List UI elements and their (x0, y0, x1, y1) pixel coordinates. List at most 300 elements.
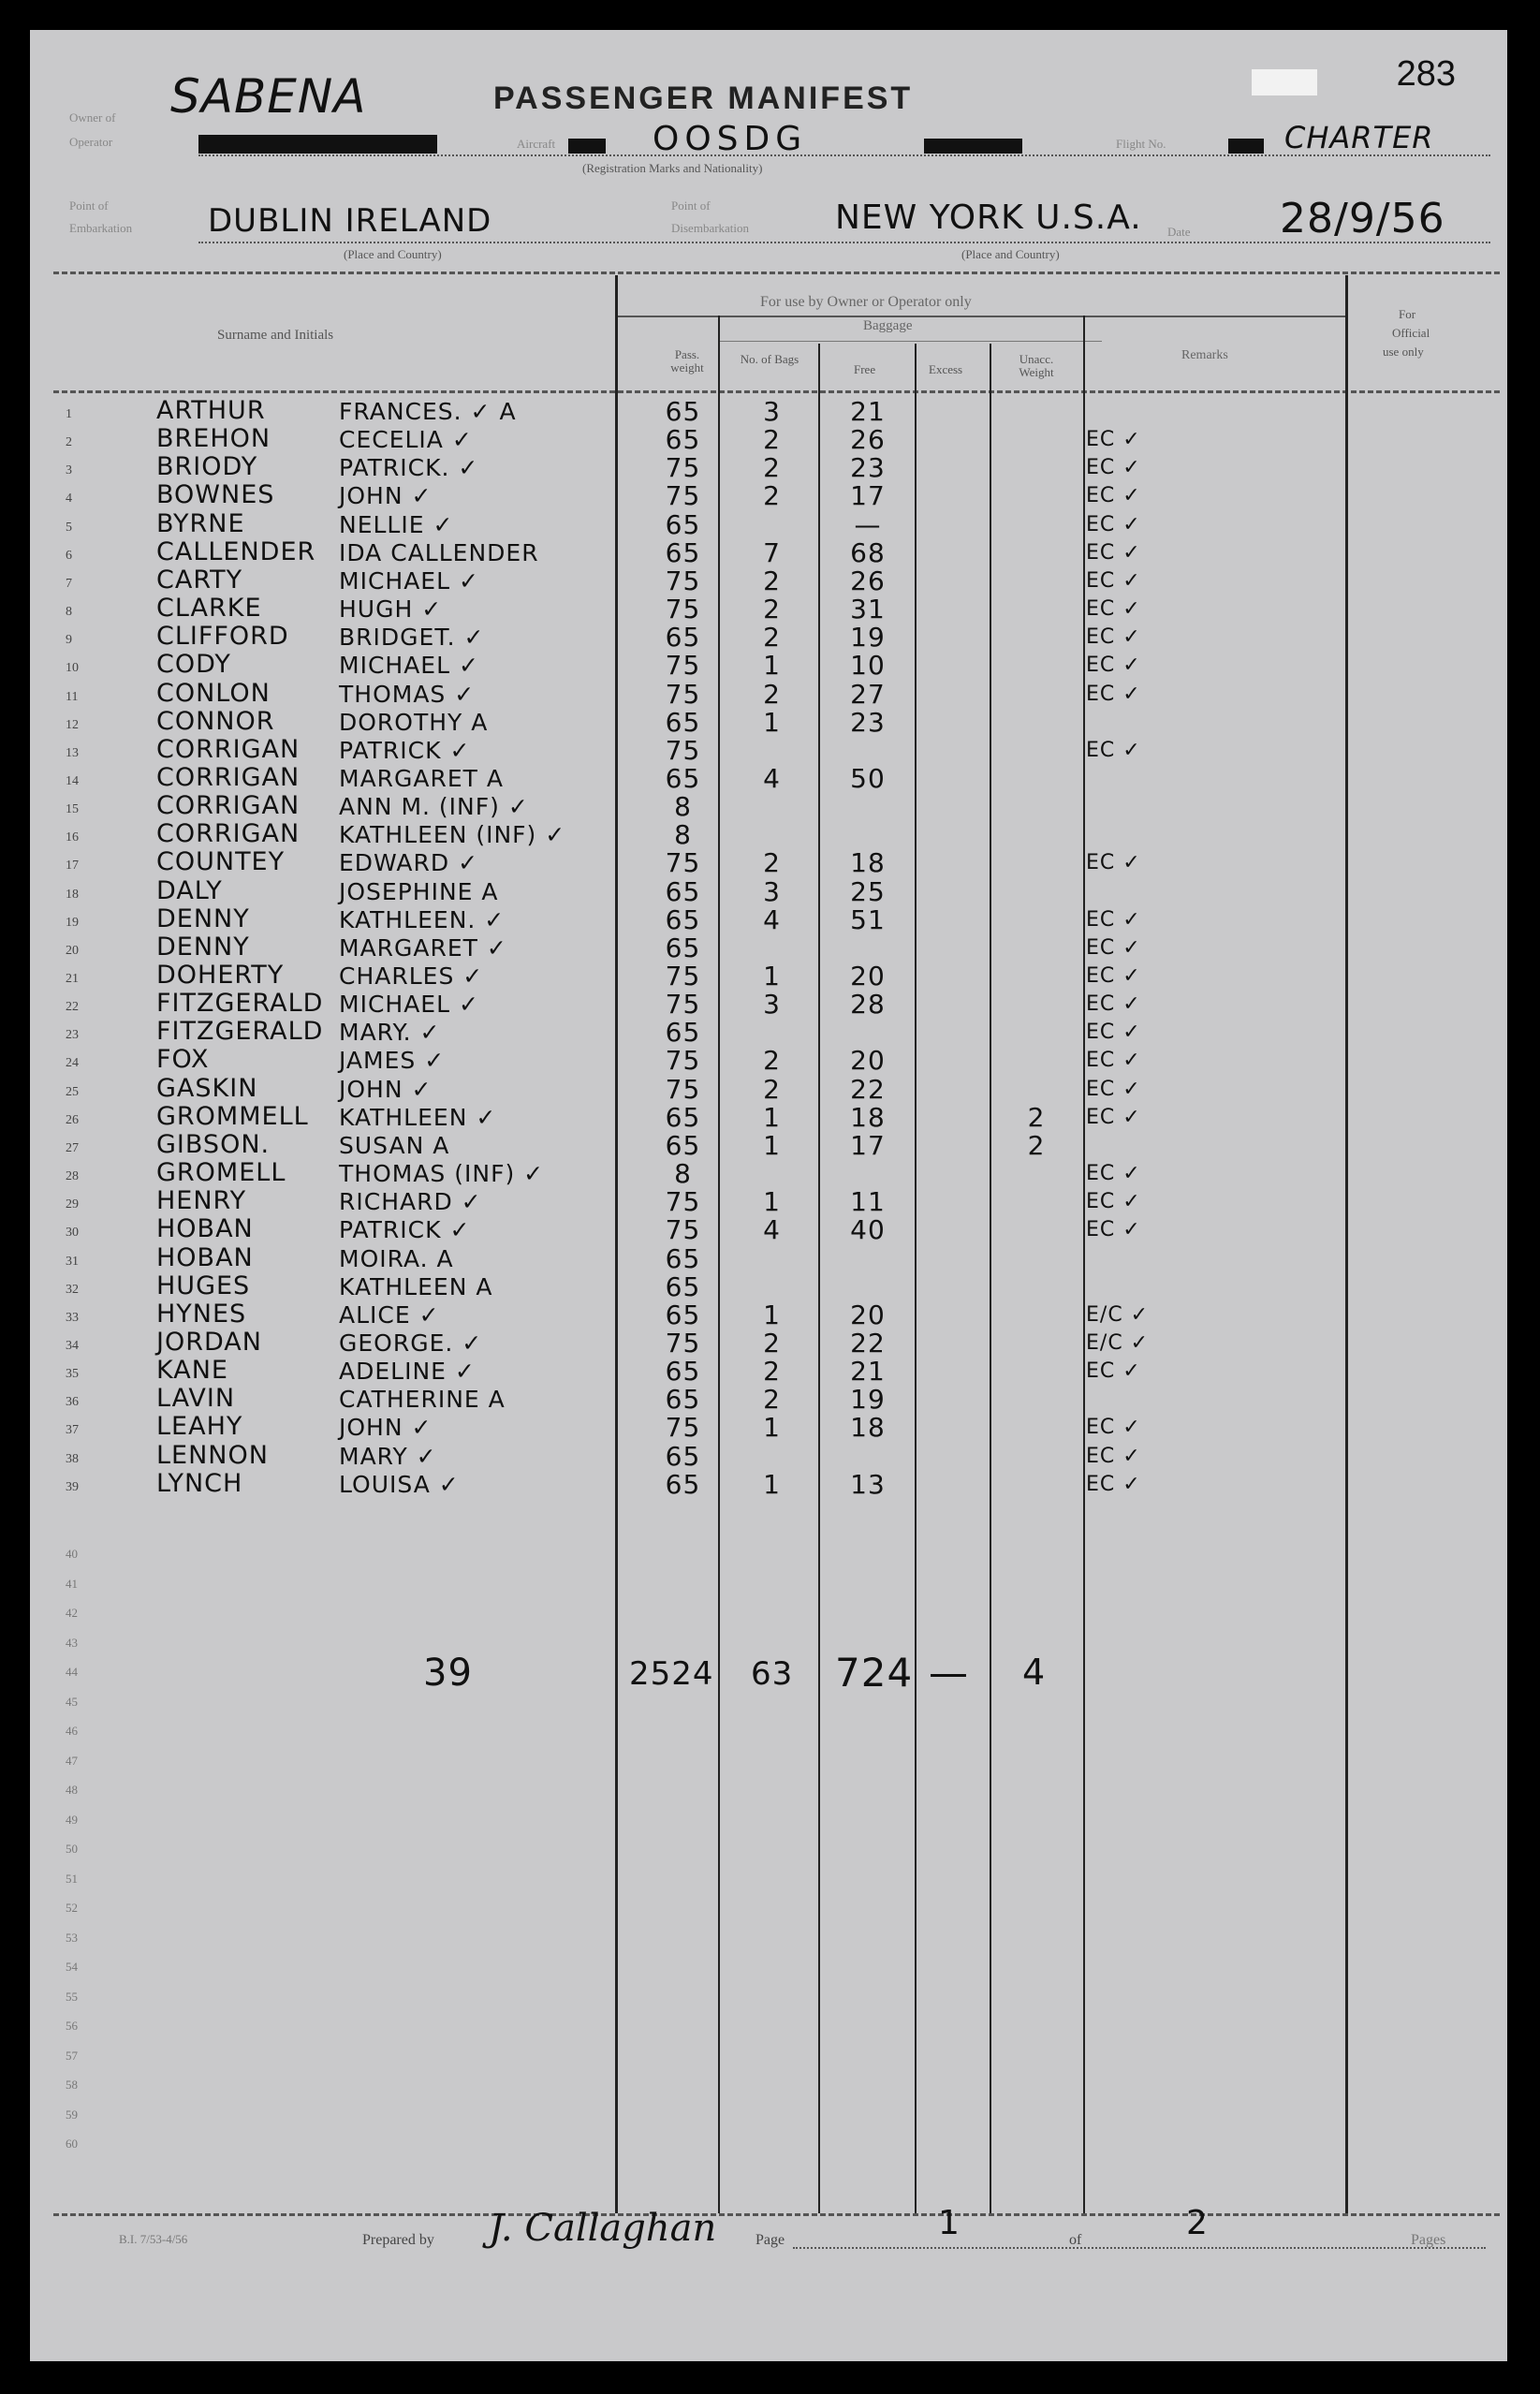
embark-label-2: Embarkation (69, 221, 133, 235)
row-number: 17 (66, 859, 79, 874)
passenger-surname: CONNOR (156, 706, 275, 736)
flight-value: CHARTER (1284, 120, 1434, 155)
passenger-initials: KATHLEEN (INF) ✓ (339, 821, 566, 849)
row-number: 43 (66, 1635, 78, 1650)
page-label: Page (755, 2232, 785, 2248)
embark-dotline (198, 242, 1490, 243)
owner-label: Owner of (69, 110, 116, 125)
free-header: Free (854, 362, 876, 376)
passenger-weight: 65 (665, 706, 701, 738)
passenger-initials: DOROTHY A (339, 708, 489, 736)
remarks-cell: EC ✓ (1086, 512, 1141, 536)
passenger-weight: 75 (665, 847, 701, 879)
passenger-weight: 75 (665, 1412, 701, 1444)
passenger-weight: 65 (665, 1440, 701, 1472)
passenger-surname: CLIFFORD (156, 622, 289, 652)
passenger-weight: 75 (665, 1045, 701, 1077)
passenger-surname: CALLENDER (156, 536, 316, 566)
passenger-initials: LOUISA ✓ (339, 1470, 460, 1498)
remarks-header: Remarks (1181, 348, 1228, 362)
passenger-initials: JOHN ✓ (339, 1414, 433, 1442)
passenger-weight: 65 (665, 762, 701, 794)
remarks-cell: EC ✓ (1086, 992, 1141, 1017)
free-baggage: — (854, 508, 882, 540)
row-number: 11 (66, 689, 79, 704)
row-number: 29 (66, 1197, 79, 1212)
passenger-weight: 65 (665, 875, 701, 907)
remarks-cell: EC ✓ (1086, 1472, 1141, 1496)
bag-count: 1 (763, 1101, 781, 1133)
aircraft-dotline (198, 154, 1490, 156)
passenger-surname: CORRIGAN (156, 791, 301, 821)
bag-count: 3 (763, 989, 781, 1021)
passenger-surname: HUGES (156, 1270, 251, 1300)
passenger-initials: CHARLES ✓ (339, 962, 484, 990)
passenger-initials: PATRICK ✓ (339, 736, 471, 764)
manifest-sheet (30, 30, 1507, 2361)
unaccompanied-weight: 2 (1027, 1101, 1046, 1133)
row-number: 52 (66, 1901, 78, 1915)
free-baggage: 17 (850, 1129, 886, 1161)
free-baggage: 23 (850, 706, 886, 738)
row-number: 1 (66, 407, 72, 421)
passenger-initials: EDWARD ✓ (339, 849, 479, 877)
pass-weight-header: Pass. weight (670, 347, 704, 375)
free-baggage: 51 (850, 903, 886, 935)
passenger-weight: 65 (665, 903, 701, 935)
passenger-weight: 65 (665, 396, 701, 427)
row-number: 27 (66, 1140, 79, 1155)
official-header-2: Official (1392, 326, 1430, 340)
row-number: 49 (66, 1812, 78, 1827)
bag-count: 1 (763, 650, 781, 682)
remarks-cell: EC ✓ (1086, 851, 1141, 875)
remarks-cell: EC ✓ (1086, 1021, 1141, 1045)
prepared-label: Prepared by (362, 2232, 434, 2248)
passenger-surname: HENRY (156, 1186, 247, 1216)
row-number: 37 (66, 1423, 79, 1438)
bag-count: 4 (763, 1214, 781, 1246)
remarks-cell: EC ✓ (1086, 1190, 1141, 1214)
of-label: of (1069, 2232, 1082, 2248)
row-number: 34 (66, 1338, 79, 1353)
row-number: 47 (66, 1753, 78, 1768)
passenger-surname: CONLON (156, 678, 271, 708)
passenger-weight: 75 (665, 1186, 701, 1218)
remarks-cell: EC ✓ (1086, 738, 1141, 762)
signature: J. Callaghan (489, 2207, 717, 2250)
passenger-weight: 75 (665, 594, 701, 625)
baggage-rule (718, 341, 1102, 342)
passenger-surname: LENNON (156, 1440, 269, 1470)
remarks-cell: EC ✓ (1086, 597, 1141, 622)
bag-count: 1 (763, 961, 781, 991)
free-baggage: 17 (850, 480, 886, 512)
row-number: 25 (66, 1084, 79, 1099)
free-baggage: 18 (850, 1412, 886, 1444)
remarks-cell: EC ✓ (1086, 1105, 1141, 1129)
total-unacc: 4 (1022, 1652, 1047, 1693)
row-number: 42 (66, 1606, 78, 1620)
row-number: 59 (66, 2107, 78, 2122)
passenger-initials: BRIDGET. ✓ (339, 624, 485, 652)
free-baggage: 21 (850, 396, 886, 427)
passenger-weight: 75 (665, 650, 701, 682)
remarks-cell: EC ✓ (1086, 1359, 1141, 1384)
remarks-cell: E/C ✓ (1086, 1330, 1150, 1355)
passenger-surname: COUNTEY (156, 847, 286, 877)
passenger-surname: BREHON (156, 424, 271, 454)
passenger-surname: DENNY (156, 932, 250, 962)
passenger-initials: MICHAEL ✓ (339, 652, 479, 680)
passenger-weight: 75 (665, 961, 701, 991)
row-number: 51 (66, 1871, 78, 1886)
disembark-value: NEW YORK U.S.A. (835, 198, 1142, 237)
row-number: 10 (66, 661, 79, 676)
remarks-cell: EC ✓ (1086, 1416, 1141, 1440)
passenger-weight: 75 (665, 452, 701, 484)
free-baggage: 21 (850, 1356, 886, 1388)
row-number: 21 (66, 972, 79, 986)
registration-caption: (Registration Marks and Nationality) (582, 161, 763, 175)
free-baggage: 11 (850, 1186, 886, 1218)
passenger-surname: FITZGERALD (156, 989, 324, 1019)
aircraft-label: Aircraft (517, 137, 556, 151)
bag-count: 2 (763, 622, 781, 654)
passenger-weight: 75 (665, 1327, 701, 1359)
passenger-surname: LEAHY (156, 1412, 243, 1442)
bag-count: 2 (763, 1045, 781, 1077)
free-baggage: 68 (850, 536, 886, 568)
row-number: 44 (66, 1665, 78, 1679)
of-value: 2 (1186, 2204, 1209, 2242)
passenger-weight: 65 (665, 424, 701, 456)
passenger-initials: CATHERINE A (339, 1386, 506, 1414)
bag-count: 2 (763, 1384, 781, 1416)
row-number: 38 (66, 1451, 79, 1466)
passenger-weight: 65 (665, 1017, 701, 1049)
bag-count: 1 (763, 706, 781, 738)
free-baggage: 25 (850, 875, 886, 907)
embark-label-1: Point of (69, 198, 109, 213)
free-baggage: 31 (850, 594, 886, 625)
bag-count: 1 (763, 1299, 781, 1330)
passenger-weight: 65 (665, 1384, 701, 1416)
passenger-initials: MARGARET ✓ (339, 933, 507, 962)
row-number: 30 (66, 1226, 79, 1241)
row-number: 16 (66, 830, 79, 845)
bag-count: 4 (763, 903, 781, 935)
passenger-weight: 65 (665, 1270, 701, 1302)
redaction-mark (1252, 69, 1317, 95)
passenger-surname: LAVIN (156, 1384, 236, 1414)
bag-count: 2 (763, 452, 781, 484)
passenger-surname: BYRNE (156, 508, 245, 538)
row-number: 7 (66, 576, 72, 591)
row-number: 4 (66, 492, 72, 507)
passenger-surname: CODY (156, 650, 231, 680)
passenger-weight: 65 (665, 1299, 701, 1330)
passenger-surname: FOX (156, 1045, 210, 1075)
passenger-initials: KATHLEEN A (339, 1272, 493, 1300)
redaction-operator (198, 135, 437, 154)
free-baggage: 19 (850, 622, 886, 654)
passenger-surname: KANE (156, 1356, 228, 1386)
remarks-cell: EC ✓ (1086, 428, 1141, 452)
row-number: 31 (66, 1254, 79, 1269)
passenger-initials: CECELIA ✓ (339, 426, 473, 454)
free-baggage: 22 (850, 1073, 886, 1105)
form-code: B.I. 7/53-4/56 (119, 2232, 188, 2246)
baggage-header: Baggage (863, 318, 913, 333)
row-number: 19 (66, 915, 79, 930)
disembark-label-1: Point of (671, 198, 711, 213)
row-number: 24 (66, 1056, 79, 1071)
operator-section-rule (615, 316, 1345, 317)
row-number: 9 (66, 633, 72, 648)
row-number: 55 (66, 1989, 78, 2004)
free-baggage: 23 (850, 452, 886, 484)
pages-label: Pages (1411, 2232, 1446, 2248)
bag-count: 2 (763, 1356, 781, 1388)
free-baggage: 28 (850, 989, 886, 1021)
passenger-surname: GASKIN (156, 1073, 258, 1103)
row-number: 3 (66, 463, 72, 478)
row-number: 53 (66, 1930, 78, 1945)
remarks-cell: EC ✓ (1086, 682, 1141, 706)
passenger-initials: JAMES ✓ (339, 1047, 446, 1075)
row-number: 40 (66, 1547, 78, 1561)
passenger-surname: GROMMELL (156, 1101, 309, 1131)
passenger-initials: KATHLEEN ✓ (339, 1103, 497, 1131)
passenger-surname: CARTY (156, 565, 243, 595)
remarks-cell: EC ✓ (1086, 1218, 1141, 1242)
bag-count: 2 (763, 678, 781, 710)
remarks-cell: EC ✓ (1086, 654, 1141, 678)
remarks-cell: EC ✓ (1086, 568, 1141, 593)
free-baggage: 18 (850, 847, 886, 879)
row-number: 12 (66, 717, 79, 732)
bag-count: 2 (763, 565, 781, 596)
passenger-initials: PATRICK. ✓ (339, 454, 479, 482)
redaction-aircraft (568, 139, 606, 154)
remarks-cell: EC ✓ (1086, 1162, 1141, 1186)
passenger-surname: ARTHUR (156, 396, 266, 425)
unaccompanied-weight: 2 (1027, 1129, 1046, 1161)
passenger-initials: RICHARD ✓ (339, 1188, 482, 1216)
bag-count: 2 (763, 594, 781, 625)
table-row (30, 903, 1507, 936)
passenger-initials: JOHN ✓ (339, 1075, 433, 1103)
passenger-initials: FRANCES. ✓ A (339, 398, 517, 425)
total-excess: — (929, 1650, 969, 1696)
passenger-initials: KATHLEEN. ✓ (339, 905, 506, 933)
passenger-weight: 8 (674, 819, 692, 851)
passenger-weight: 65 (665, 508, 701, 540)
row-number: 36 (66, 1395, 79, 1410)
remarks-cell: EC ✓ (1086, 625, 1141, 650)
passenger-surname: JORDAN (156, 1327, 262, 1357)
free-baggage: 20 (850, 1045, 886, 1077)
disembark-label-2: Disembarkation (671, 221, 750, 235)
total-passengers: 39 (423, 1652, 473, 1695)
bag-count: 3 (763, 875, 781, 907)
passenger-initials: THOMAS ✓ (339, 680, 476, 708)
passenger-weight: 8 (674, 791, 692, 823)
remarks-cell: EC ✓ (1086, 907, 1141, 932)
passenger-initials: PATRICK ✓ (339, 1216, 471, 1244)
bag-count: 1 (763, 1468, 781, 1500)
passenger-weight: 65 (665, 1101, 701, 1133)
remarks-cell: EC ✓ (1086, 1049, 1141, 1073)
passenger-surname: BOWNES (156, 480, 275, 510)
free-baggage: 26 (850, 565, 886, 596)
passenger-surname: HOBAN (156, 1214, 254, 1244)
passenger-initials: SUSAN A (339, 1131, 450, 1159)
free-baggage: 50 (850, 762, 886, 794)
passenger-weight: 65 (665, 932, 701, 963)
remarks-cell: EC ✓ (1086, 1444, 1141, 1468)
table-row (30, 1242, 1507, 1275)
remarks-cell: EC ✓ (1086, 540, 1141, 565)
passenger-weight: 65 (665, 1242, 701, 1274)
remarks-cell: EC ✓ (1086, 935, 1141, 960)
row-number: 54 (66, 1960, 78, 1974)
no-bags-header: No. of Bags (740, 352, 799, 366)
flight-label: Flight No. (1116, 137, 1166, 151)
passenger-surname: HYNES (156, 1299, 247, 1329)
total-bags: 63 (751, 1655, 794, 1693)
passenger-weight: 75 (665, 1073, 701, 1105)
passenger-weight: 75 (665, 1214, 701, 1246)
free-baggage: 19 (850, 1384, 886, 1416)
passenger-initials: MARGARET A (339, 764, 505, 792)
bag-count: 2 (763, 847, 781, 879)
bag-count: 2 (763, 1073, 781, 1105)
row-number: 28 (66, 1169, 79, 1184)
passenger-initials: MARY ✓ (339, 1442, 437, 1470)
passenger-weight: 65 (665, 536, 701, 568)
passenger-weight: 75 (665, 480, 701, 512)
passenger-weight: 75 (665, 565, 701, 596)
page-value: 1 (938, 2204, 961, 2242)
row-number: 46 (66, 1724, 78, 1738)
free-baggage: 27 (850, 678, 886, 710)
row-number: 58 (66, 2078, 78, 2092)
date-value: 28/9/56 (1280, 195, 1445, 242)
row-number: 20 (66, 943, 79, 958)
row-number: 5 (66, 520, 72, 535)
name-header: Surname and Initials (217, 328, 334, 343)
passenger-initials: MICHAEL ✓ (339, 991, 479, 1019)
passenger-surname: CORRIGAN (156, 819, 301, 849)
bag-count: 2 (763, 1327, 781, 1359)
operator-handwritten: SABENA (170, 69, 367, 124)
aircraft-value: OOSDG (653, 120, 808, 158)
disembark-caption: (Place and Country) (961, 247, 1060, 261)
passenger-surname: GIBSON. (156, 1129, 271, 1159)
passenger-initials: ALICE ✓ (339, 1300, 440, 1329)
bag-count: 2 (763, 424, 781, 456)
passenger-weight: 65 (665, 1356, 701, 1388)
operator-use-header: For use by Owner or Operator only (760, 294, 972, 310)
passenger-initials: THOMAS (INF) ✓ (339, 1160, 545, 1188)
bag-count: 1 (763, 1186, 781, 1218)
passenger-initials: GEORGE. ✓ (339, 1329, 483, 1357)
passenger-initials: IDA CALLENDER (339, 538, 539, 566)
passenger-weight: 65 (665, 1468, 701, 1500)
passenger-surname: LYNCH (156, 1468, 243, 1498)
passenger-surname: GROMELL (156, 1158, 286, 1188)
row-number: 18 (66, 887, 79, 902)
free-baggage: 13 (850, 1468, 886, 1500)
passenger-surname: CORRIGAN (156, 734, 301, 764)
passenger-surname: HOBAN (156, 1242, 254, 1272)
remarks-cell: EC ✓ (1086, 484, 1141, 508)
bag-count: 1 (763, 1412, 781, 1444)
row-number: 39 (66, 1479, 79, 1494)
row-number: 22 (66, 1000, 79, 1015)
row-number: 32 (66, 1282, 79, 1297)
row-number: 50 (66, 1842, 78, 1856)
free-baggage: 18 (850, 1101, 886, 1133)
remarks-cell: E/C ✓ (1086, 1302, 1150, 1327)
table-row (30, 482, 1507, 512)
passenger-initials: NELLIE ✓ (339, 510, 454, 538)
excess-header: Excess (929, 362, 963, 376)
passenger-initials: ANN M. (INF) ✓ (339, 793, 529, 821)
row-number: 57 (66, 2048, 78, 2063)
row-number: 35 (66, 1367, 79, 1382)
remarks-cell: EC ✓ (1086, 456, 1141, 480)
official-header-3: use only (1383, 345, 1424, 359)
passenger-initials: JOHN ✓ (339, 482, 433, 510)
passenger-surname: FITZGERALD (156, 1017, 324, 1047)
date-label: Date (1167, 225, 1191, 239)
passenger-initials: MICHAEL ✓ (339, 566, 479, 595)
row-number: 41 (66, 1576, 78, 1591)
passenger-initials: MOIRA. A (339, 1244, 454, 1272)
bag-count: 4 (763, 762, 781, 794)
bag-count: 3 (763, 396, 781, 427)
remarks-cell: EC ✓ (1086, 964, 1141, 988)
passenger-weight: 65 (665, 622, 701, 654)
operator-label: Operator (69, 135, 113, 149)
row-number: 8 (66, 605, 72, 620)
passenger-weight: 65 (665, 1129, 701, 1161)
passenger-initials: MARY. ✓ (339, 1019, 441, 1047)
passenger-surname: BRIODY (156, 452, 258, 482)
total-free: 724 (835, 1650, 914, 1696)
free-baggage: 40 (850, 1214, 886, 1246)
passenger-weight: 75 (665, 678, 701, 710)
row-number: 14 (66, 773, 79, 788)
footer-rule (53, 2213, 1500, 2216)
row-number: 23 (66, 1028, 79, 1043)
free-baggage: 22 (850, 1327, 886, 1359)
passenger-weight: 8 (674, 1158, 692, 1190)
passenger-weight: 75 (665, 989, 701, 1021)
official-header-1: For (1399, 307, 1416, 321)
row-number: 60 (66, 2137, 78, 2151)
passenger-surname: DOHERTY (156, 961, 285, 990)
row-number: 13 (66, 745, 79, 760)
passenger-initials: ADELINE ✓ (339, 1358, 476, 1386)
unacc-weight-header: Unacc. Weight (1019, 352, 1054, 379)
row-number: 2 (66, 435, 72, 450)
bag-count: 7 (763, 536, 781, 568)
passenger-weight: 75 (665, 734, 701, 766)
